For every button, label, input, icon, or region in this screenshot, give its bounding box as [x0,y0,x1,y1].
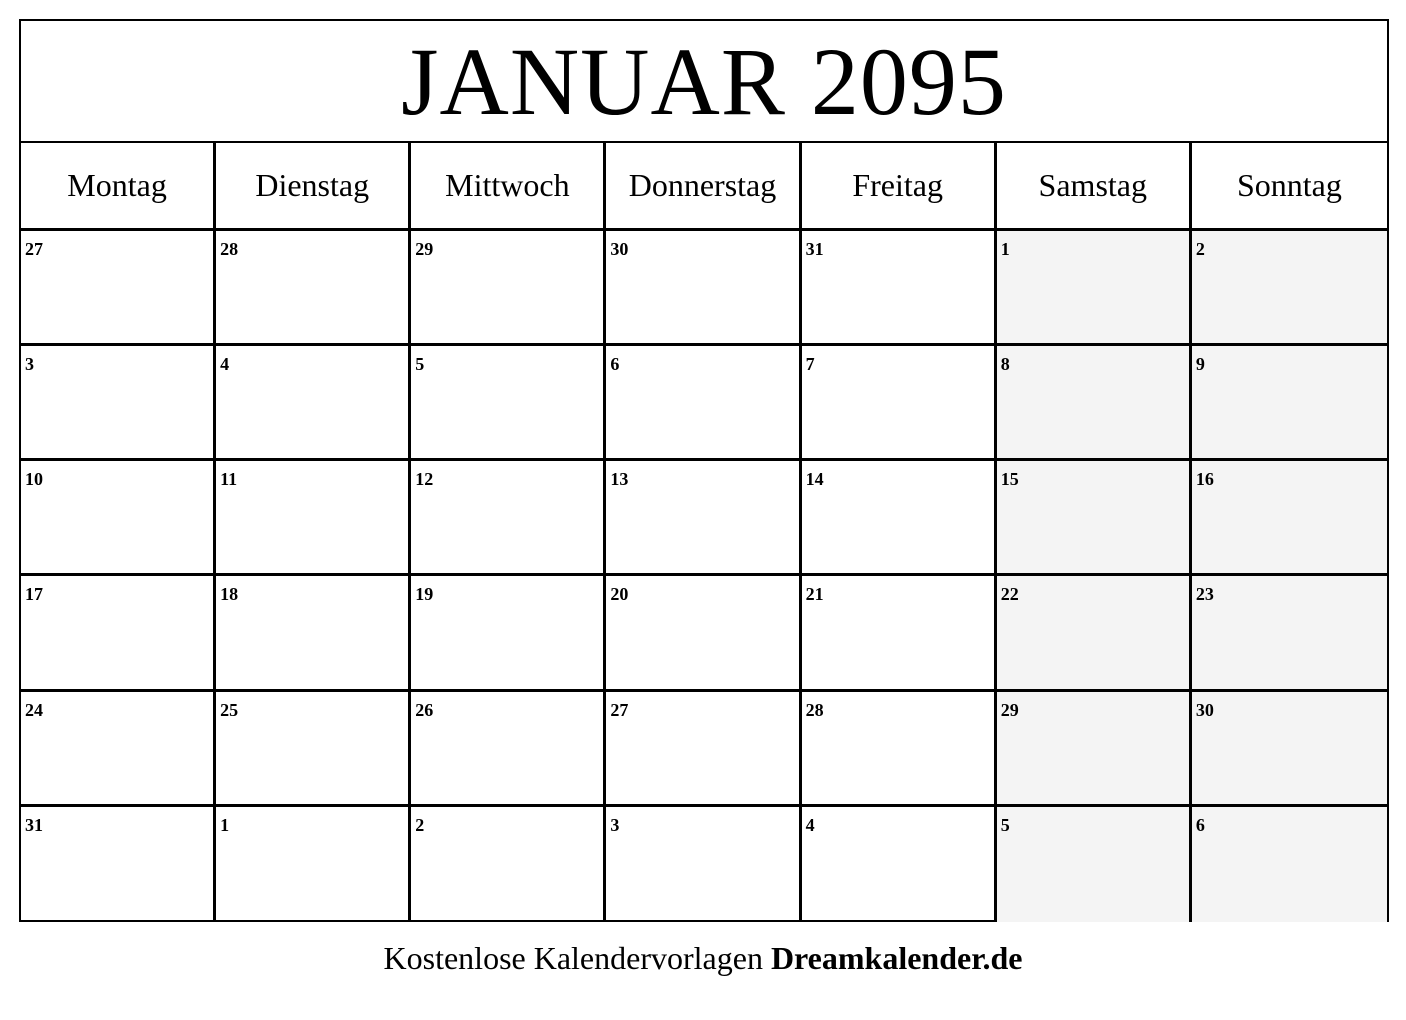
day-number: 17 [25,584,43,605]
day-number: 6 [1195,814,1205,835]
day-number: 24 [25,699,43,720]
day-number: 11 [220,469,238,490]
day-cell [216,807,411,922]
day-cell [21,576,216,691]
day-cell [802,461,997,576]
day-number: 25 [220,699,239,720]
day-number: 30 [610,239,629,259]
day-cell [411,807,606,922]
day-number: 30 [1195,699,1214,720]
day-number: 15 [1000,469,1019,490]
day-number: 28 [805,699,824,720]
weekday-header-sonntag: Sonntag [1192,143,1387,231]
day-number: 2 [415,814,425,835]
day-cell [216,692,411,807]
day-cell [411,461,606,576]
day-cell [802,231,997,346]
day-cell [216,576,411,691]
day-cell [606,576,801,691]
day-number: 20 [610,584,629,605]
weekday-header-samstag: Samstag [997,143,1192,231]
day-number: 4 [805,814,815,835]
day-number: 29 [415,239,434,259]
day-cell [606,231,801,346]
calendar-title: JANUAR 2095 [401,28,1007,135]
day-cell [216,346,411,461]
day-number: 23 [1195,584,1214,605]
day-number: 8 [1000,354,1010,375]
weekday-header-mittwoch: Mittwoch [411,143,606,231]
day-cell [606,346,801,461]
weekday-header-donnerstag: Donnerstag [606,143,801,231]
day-number: 22 [1000,584,1019,605]
day-number: 1 [220,814,230,835]
day-number: 18 [220,584,239,605]
day-number: 28 [220,239,239,259]
day-cell [606,807,801,922]
day-cell [606,692,801,807]
weekend-day-cell [997,576,1192,691]
footer-text: Kostenlose Kalendervorlagen [383,940,763,976]
weekend-day-cell [1192,461,1387,576]
day-number: 14 [805,469,824,490]
footer [0,938,1406,978]
day-cell [21,692,216,807]
day-number: 5 [415,354,425,375]
day-cell [411,346,606,461]
day-number: 29 [1000,699,1019,720]
day-cell [216,231,411,346]
day-cell [21,807,216,922]
weekend-day-cell [997,346,1192,461]
day-number: 10 [25,469,43,490]
weekend-day-cell [1192,692,1387,807]
day-number: 26 [415,699,434,720]
day-number: 5 [1000,814,1010,835]
day-number: 3 [610,814,620,835]
day-number: 1 [1000,239,1010,259]
day-cell [411,576,606,691]
day-cell [21,346,216,461]
day-number: 7 [805,354,815,375]
day-number: 6 [610,354,620,375]
day-number: 16 [1195,469,1214,490]
day-number: 13 [610,469,629,490]
day-number: 12 [415,469,434,490]
day-cell [802,576,997,691]
weekend-day-cell [1192,231,1387,346]
day-number: 4 [220,354,230,375]
day-number: 31 [25,814,43,835]
day-number: 21 [805,584,824,605]
title-row [21,21,1387,143]
weekday-header-dienstag: Dienstag [216,143,411,231]
weekend-day-cell [997,692,1192,807]
day-number: 9 [1195,354,1205,375]
weekday-header-freitag: Freitag [802,143,997,231]
day-cell [411,692,606,807]
weekend-day-cell [1192,807,1387,922]
weekend-day-cell [997,461,1192,576]
weekday-header-montag: Montag [21,143,216,231]
day-cell [21,231,216,346]
day-number: 27 [25,239,43,259]
day-cell [606,461,801,576]
weekend-day-cell [1192,576,1387,691]
weekend-day-cell [997,807,1192,922]
day-cell [802,807,997,922]
day-number: 2 [1195,239,1205,259]
calendar-grid [21,143,1387,922]
weekend-day-cell [1192,346,1387,461]
weekend-day-cell [997,231,1192,346]
footer-brand-link[interactable]: Dreamkalender.de [770,940,1023,976]
day-number: 31 [805,239,824,259]
calendar [19,19,1389,922]
day-cell [411,231,606,346]
day-cell [21,461,216,576]
day-cell [802,346,997,461]
day-number: 27 [610,699,629,720]
day-number: 3 [25,354,34,375]
day-cell [216,461,411,576]
day-number: 19 [415,584,434,605]
day-cell [802,692,997,807]
